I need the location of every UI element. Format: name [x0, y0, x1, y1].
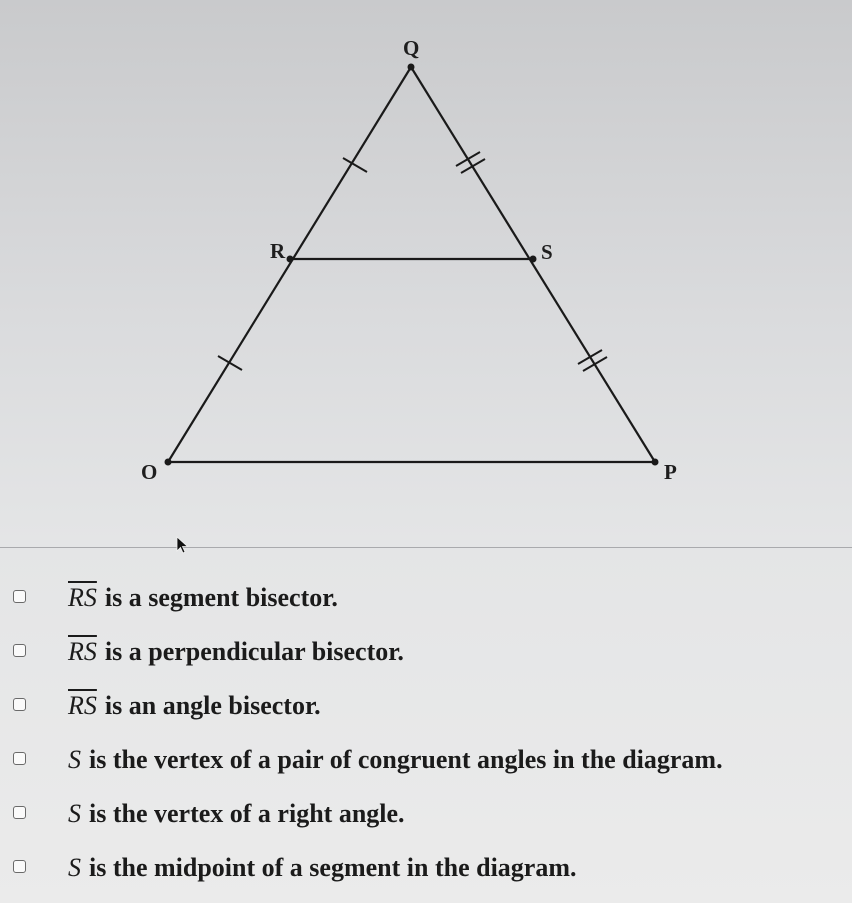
- side-QO: [168, 67, 411, 462]
- option-1-text: is a segment bisector.: [104, 583, 338, 612]
- tick-RO: [218, 356, 242, 370]
- checkbox-option-3[interactable]: [13, 698, 26, 711]
- label-R: R: [270, 239, 286, 263]
- option-4-text: is the vertex of a pair of congruent angles in the diagram.: [89, 745, 723, 774]
- checkbox-option-2[interactable]: [13, 644, 26, 657]
- option-5-text: is the vertex of a right angle.: [89, 799, 405, 828]
- segment-RS-symbol: RS: [68, 583, 97, 612]
- option-6-label[interactable]: [68, 853, 577, 883]
- point-S: [530, 256, 537, 263]
- option-1-label[interactable]: [68, 583, 338, 613]
- label-P: P: [664, 460, 677, 484]
- point-Q: [408, 64, 415, 71]
- side-QP: [411, 67, 655, 462]
- option-5-label[interactable]: [68, 799, 405, 829]
- option-6-text: is the midpoint of a segment in the diagram.: [89, 853, 577, 882]
- option-2-label[interactable]: [68, 637, 404, 667]
- option-3-text: is an angle bisector.: [104, 691, 321, 720]
- option-3[interactable]: [0, 678, 852, 732]
- point-S-symbol: S: [68, 799, 81, 828]
- option-5[interactable]: [0, 786, 852, 840]
- option-6[interactable]: [0, 840, 852, 894]
- point-R: [287, 256, 294, 263]
- option-4-label[interactable]: [68, 745, 723, 775]
- point-O: [165, 459, 172, 466]
- label-Q: Q: [403, 36, 420, 60]
- option-1[interactable]: [0, 570, 852, 624]
- point-S-symbol: S: [68, 853, 81, 882]
- option-2-text: is a perpendicular bisector.: [104, 637, 404, 666]
- label-O: O: [141, 460, 158, 484]
- divider: [0, 547, 852, 548]
- option-3-label[interactable]: [68, 691, 321, 721]
- point-P: [652, 459, 659, 466]
- mouse-pointer-icon: [176, 536, 190, 554]
- checkbox-option-1[interactable]: [13, 590, 26, 603]
- segment-RS-symbol: RS: [68, 637, 97, 666]
- checkbox-option-5[interactable]: [13, 806, 26, 819]
- segment-RS-symbol: RS: [68, 691, 97, 720]
- option-2[interactable]: [0, 624, 852, 678]
- point-S-symbol: S: [68, 745, 81, 774]
- answer-options: [0, 570, 852, 894]
- checkbox-option-6[interactable]: [13, 860, 26, 873]
- label-S: S: [541, 240, 553, 264]
- checkbox-option-4[interactable]: [13, 752, 26, 765]
- option-4[interactable]: [0, 732, 852, 786]
